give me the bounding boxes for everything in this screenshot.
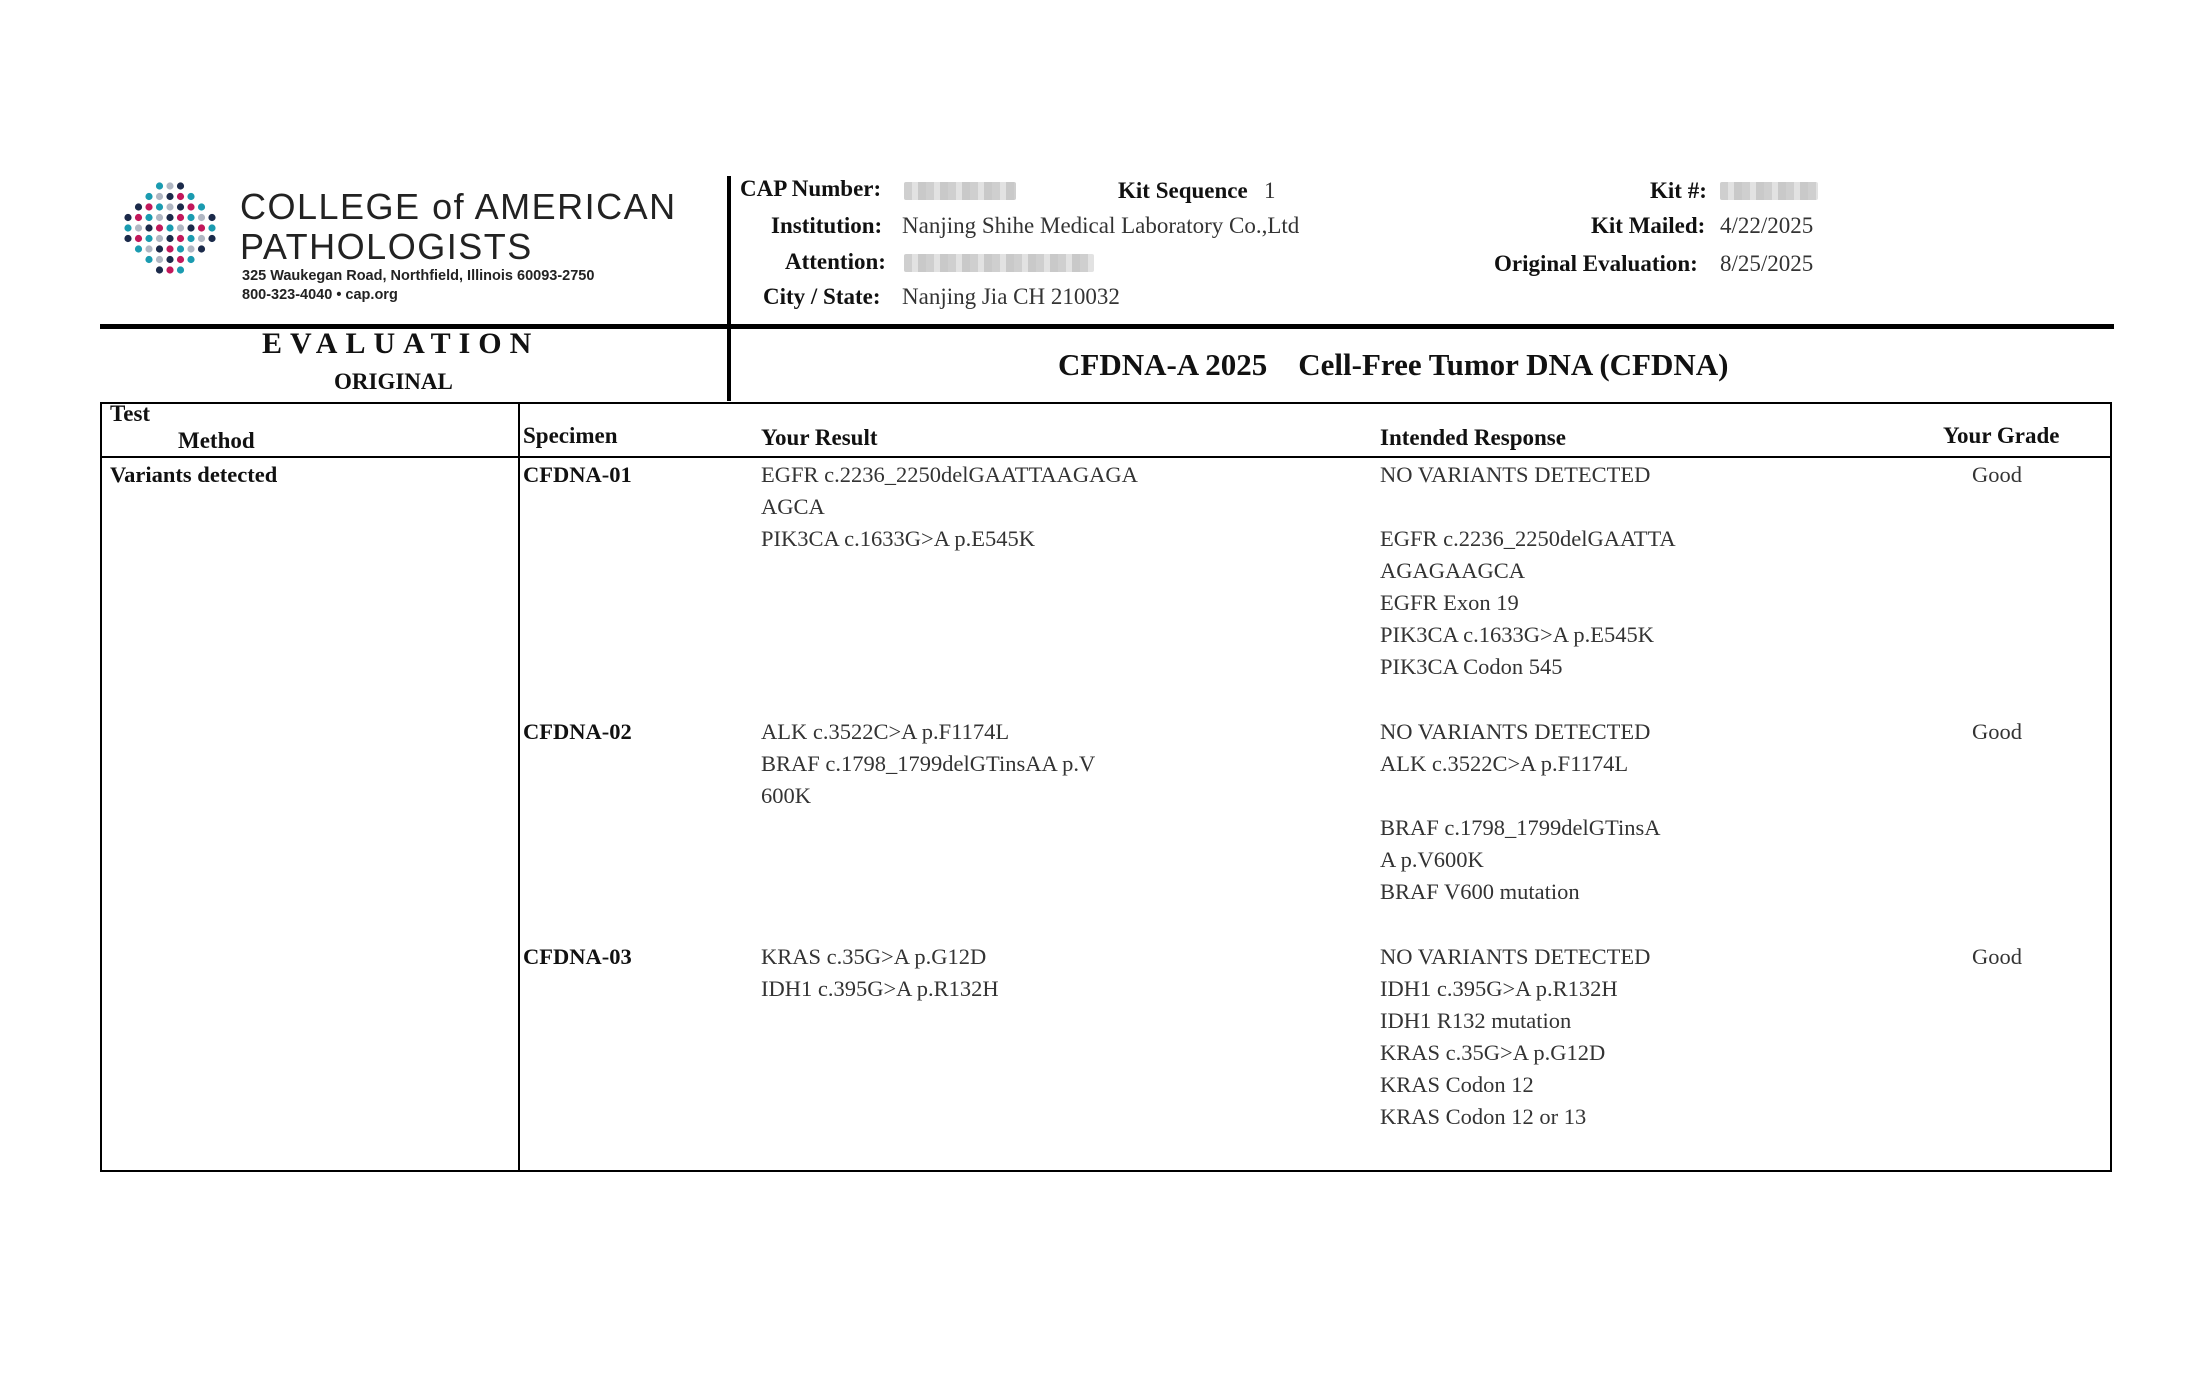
intended-line: IDH1 R132 mutation (1380, 1008, 1572, 1033)
original-evaluation-label: Original Evaluation: (1494, 251, 1698, 276)
result-line: 600K (761, 783, 811, 808)
specimen-cfdna-03: CFDNA-03 (523, 944, 632, 969)
city-state-value: Nanjing Jia CH 210032 (902, 284, 1120, 309)
logo-dot (187, 214, 194, 221)
kit-mailed-value: 4/22/2025 (1720, 213, 1814, 238)
intended-line (1380, 491, 1676, 523)
intended-line: KRAS Codon 12 (1380, 1072, 1534, 1097)
survey-title (1058, 347, 1728, 383)
logo-dot (177, 182, 184, 189)
logo-dot (145, 256, 152, 263)
header-divider-vertical (727, 176, 731, 401)
result-line: ALK c.3522C>A p.F1174L (761, 719, 1010, 744)
logo-dot (156, 266, 163, 273)
org-address: 325 Waukegan Road, Northfield, Illinois 60093-2750 (242, 268, 595, 284)
specimen-cfdna-01: CFDNA-01 (523, 462, 632, 487)
logo-dot (166, 235, 173, 242)
logo-dot (208, 214, 215, 221)
logo-dot (187, 256, 194, 263)
logo-dot (156, 256, 163, 263)
logo-dot (208, 235, 215, 242)
intended-line: BRAF c.1798_1799delGTinsA (1380, 815, 1661, 840)
table-column-divider (518, 402, 520, 1172)
result-cfdna-03 (761, 941, 999, 1005)
intended-line: KRAS c.35G>A p.G12D (1380, 1040, 1606, 1065)
logo-dot (135, 224, 142, 231)
intended-cfdna-01 (1380, 459, 1676, 683)
org-name-line1: COLLEGE of AMERICAN (240, 186, 677, 227)
test-name: Variants detected (110, 462, 278, 487)
logo-dot (208, 224, 215, 231)
logo-dot (156, 182, 163, 189)
cap-logo-icon (118, 178, 222, 278)
logo-dot (177, 224, 184, 231)
logo-dot (166, 193, 173, 200)
logo-dot (187, 224, 194, 231)
logo-dot (177, 256, 184, 263)
survey-code: CFDNA-A 2025 (1058, 347, 1268, 382)
cap-number-redacted (904, 182, 1016, 200)
result-line: BRAF c.1798_1799delGTinsAA p.V (761, 751, 1096, 776)
evaluation-title: EVALUATION (262, 327, 540, 360)
logo-dot (145, 203, 152, 210)
result-line: AGCA (761, 494, 825, 519)
logo-dot (198, 245, 205, 252)
logo-dot (124, 224, 131, 231)
institution-value: Nanjing Shihe Medical Laboratory Co.,Ltd (902, 213, 1300, 238)
grade-cfdna-03: Good (1972, 944, 2022, 969)
intended-line: KRAS Codon 12 or 13 (1380, 1104, 1587, 1129)
logo-dot (198, 224, 205, 231)
intended-line: AGAGAAGCA (1380, 558, 1525, 583)
kit-number-label: Kit #: (1650, 178, 1707, 203)
result-line: KRAS c.35G>A p.G12D (761, 944, 987, 969)
result-cfdna-02 (761, 716, 1095, 812)
org-name-line2: PATHOLOGISTS (240, 226, 533, 267)
logo-dot (145, 193, 152, 200)
logo-dot (166, 266, 173, 273)
result-line: EGFR c.2236_2250delGAATTAAGAGA (761, 462, 1138, 487)
kit-mailed-label: Kit Mailed: (1591, 213, 1706, 238)
intended-line: EGFR c.2236_2250delGAATTA (1380, 526, 1676, 551)
intended-cfdna-03 (1380, 941, 1650, 1133)
logo-dot (156, 203, 163, 210)
logo-dot (156, 214, 163, 221)
header-specimen: Specimen (523, 423, 618, 448)
logo-dot (166, 224, 173, 231)
logo-dot (177, 245, 184, 252)
logo-dot (135, 235, 142, 242)
logo-dot (187, 193, 194, 200)
logo-dot (198, 203, 205, 210)
institution-label: Institution: (771, 213, 883, 238)
logo-dot (187, 235, 194, 242)
cap-number-label: CAP Number: (740, 176, 882, 201)
logo-dot (145, 214, 152, 221)
logo-dot (166, 256, 173, 263)
logo-dot (124, 214, 131, 221)
header-method: Method (178, 428, 255, 453)
logo-dot (135, 245, 142, 252)
logo-dot (198, 235, 205, 242)
logo-dot (177, 235, 184, 242)
header-your-result: Your Result (761, 425, 878, 450)
result-line: IDH1 c.395G>A p.R132H (761, 976, 999, 1001)
logo-dot (166, 245, 173, 252)
evaluation-subtitle: ORIGINAL (334, 369, 453, 394)
logo-dot (156, 193, 163, 200)
logo-dot (177, 214, 184, 221)
intended-line: PIK3CA c.1633G>A p.E545K (1380, 622, 1654, 647)
logo-dot (177, 193, 184, 200)
intended-line: NO VARIANTS DETECTED (1380, 944, 1651, 969)
kit-sequence-label: Kit Sequence (1118, 178, 1248, 203)
logo-dot (156, 245, 163, 252)
attention-label: Attention: (785, 249, 886, 274)
survey-name: Cell-Free Tumor DNA (CFDNA) (1298, 347, 1729, 382)
intended-cfdna-02 (1380, 716, 1660, 908)
intended-line (1380, 780, 1660, 812)
intended-line: IDH1 c.395G>A p.R132H (1380, 976, 1618, 1001)
intended-line: NO VARIANTS DETECTED (1380, 719, 1651, 744)
result-cfdna-01 (761, 459, 1138, 555)
intended-line: PIK3CA Codon 545 (1380, 654, 1563, 679)
kit-sequence-value: 1 (1264, 178, 1276, 203)
logo-dot (145, 224, 152, 231)
logo-dot (177, 203, 184, 210)
intended-line: BRAF V600 mutation (1380, 879, 1580, 904)
header-intended-response: Intended Response (1380, 425, 1566, 450)
specimen-cfdna-02: CFDNA-02 (523, 719, 632, 744)
logo-dot (156, 235, 163, 242)
table-header-divider (100, 456, 2112, 458)
intended-line: A p.V600K (1380, 847, 1484, 872)
logo-dot (166, 214, 173, 221)
header-your-grade: Your Grade (1943, 423, 2060, 448)
logo-dot (166, 203, 173, 210)
logo-dot (145, 245, 152, 252)
intended-line: EGFR Exon 19 (1380, 590, 1519, 615)
city-state-label: City / State: (763, 284, 881, 309)
logo-dot (187, 245, 194, 252)
logo-dot (187, 203, 194, 210)
header-test: Test (110, 401, 151, 426)
kit-number-redacted (1720, 182, 1818, 200)
logo-dot (166, 182, 173, 189)
logo-dot (145, 235, 152, 242)
logo-dot (124, 235, 131, 242)
logo-dot (135, 214, 142, 221)
intended-line: NO VARIANTS DETECTED (1380, 462, 1651, 487)
attention-redacted (904, 254, 1094, 272)
intended-line: ALK c.3522C>A p.F1174L (1380, 751, 1629, 776)
logo-dot (135, 203, 142, 210)
grade-cfdna-01: Good (1972, 462, 2022, 487)
logo-dot (198, 214, 205, 221)
logo-dot (156, 224, 163, 231)
result-line: PIK3CA c.1633G>A p.E545K (761, 526, 1035, 551)
logo-dot (177, 266, 184, 273)
original-evaluation-value: 8/25/2025 (1720, 251, 1814, 276)
grade-cfdna-02: Good (1972, 719, 2022, 744)
org-contact: 800-323-4040 • cap.org (242, 287, 398, 303)
